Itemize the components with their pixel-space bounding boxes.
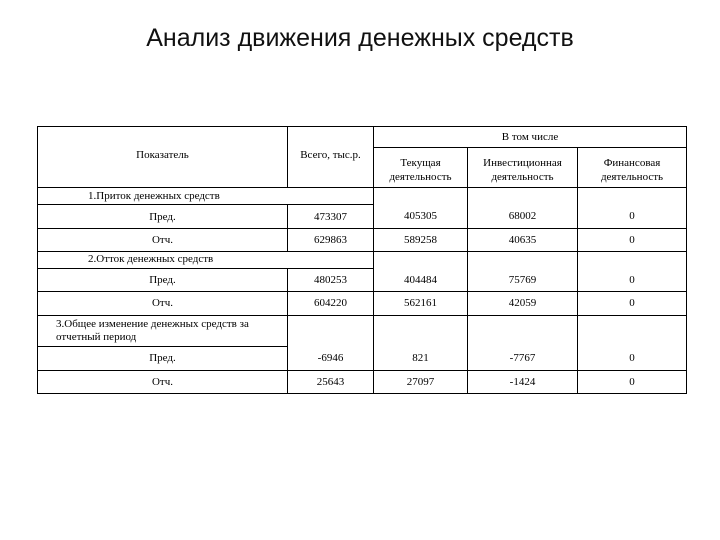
section-spacer (578, 188, 687, 205)
row-label: Отч. (38, 292, 288, 315)
table-row (38, 347, 687, 370)
cell-total: -6946 (288, 347, 374, 370)
cell-current: 821 (374, 347, 468, 370)
header-total: Всего, тыс.р. (288, 127, 374, 188)
cell-total: 629863 (288, 228, 374, 251)
cell-total: 25643 (288, 370, 374, 393)
section-spacer (468, 188, 578, 205)
cell-current: 589258 (374, 228, 468, 251)
section-spacer (468, 251, 578, 268)
section-spacer (578, 315, 687, 347)
cell-current: 27097 (374, 370, 468, 393)
cell-financial: 0 (578, 292, 687, 315)
table-row (38, 292, 687, 315)
header-indicator: Показатель (38, 127, 288, 188)
row-label: Пред. (38, 347, 288, 370)
section-title: 1.Приток денежных средств (38, 188, 374, 205)
row-label: Отч. (38, 370, 288, 393)
section-spacer (374, 188, 468, 205)
cell-total: 604220 (288, 292, 374, 315)
section-spacer (578, 251, 687, 268)
section-title: 3.Общее изменение денежных средств за отчетный период (38, 315, 288, 347)
cell-investment: 42059 (468, 292, 578, 315)
cell-current: 562161 (374, 292, 468, 315)
cash-flow-table (37, 126, 687, 394)
header-investment: Инвестиционная деятельность (468, 148, 578, 188)
table-row (38, 228, 687, 251)
section-spacer (374, 315, 468, 347)
cell-investment: -1424 (468, 370, 578, 393)
cell-current: 404484 (374, 268, 468, 291)
cell-investment: 68002 (468, 205, 578, 228)
cell-total: 473307 (288, 205, 374, 228)
section-spacer (288, 315, 374, 347)
row-label: Отч. (38, 228, 288, 251)
table-row (38, 268, 687, 291)
cell-financial: 0 (578, 347, 687, 370)
cell-financial: 0 (578, 228, 687, 251)
cell-current: 405305 (374, 205, 468, 228)
section-title: 2.Отток денежных средств (38, 251, 374, 268)
header-including: В том числе (374, 127, 687, 148)
header-financial: Финансовая деятельность (578, 148, 687, 188)
cell-financial: 0 (578, 205, 687, 228)
section-spacer (374, 251, 468, 268)
cell-investment: -7767 (468, 347, 578, 370)
row-label: Пред. (38, 268, 288, 291)
cell-financial: 0 (578, 268, 687, 291)
cash-flow-table-container (37, 126, 686, 394)
cell-financial: 0 (578, 370, 687, 393)
cell-investment: 40635 (468, 228, 578, 251)
slide-title: Анализ движения денежных средств (146, 24, 574, 52)
table-row (38, 370, 687, 393)
cell-investment: 75769 (468, 268, 578, 291)
table-row (38, 205, 687, 228)
cell-total: 480253 (288, 268, 374, 291)
section-spacer (468, 315, 578, 347)
row-label: Пред. (38, 205, 288, 228)
header-current: Текущая деятельность (374, 148, 468, 188)
